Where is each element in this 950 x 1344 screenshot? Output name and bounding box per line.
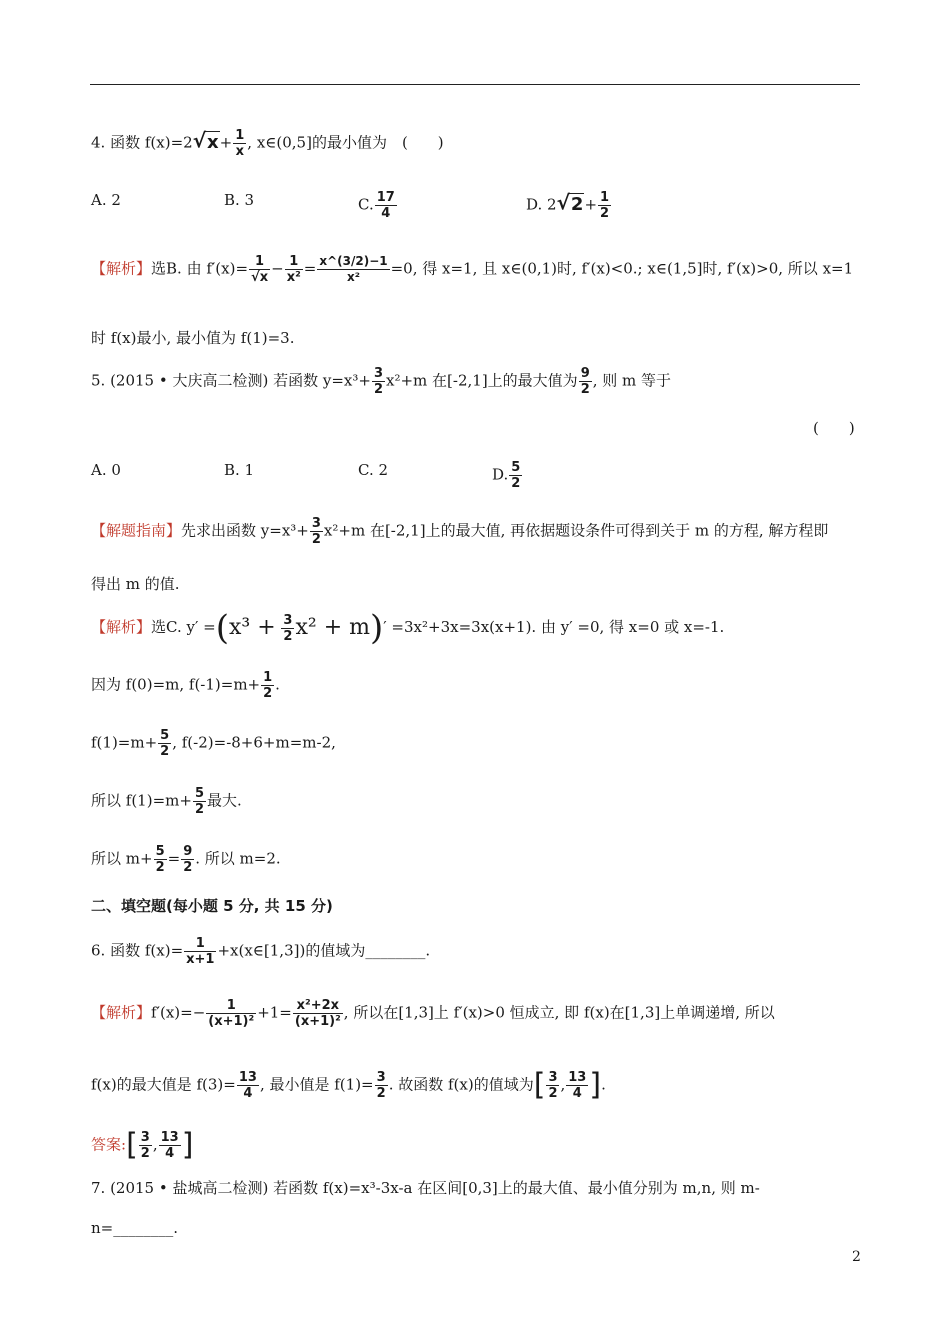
q5-option-d: D. $\frac{5}{2}$ (492, 460, 521, 491)
q6-answer: 答案:[ $\frac{3}{2}$ , $\frac{13}{4}$ ] (91, 1127, 194, 1163)
q5-line-result: 所以 m+ $\frac{5}{2}$ = $\frac{9}{2}$ . 所以 m=2. (91, 844, 281, 875)
q7-stem: 7. (2015 • 盐城高二检测) 若函数 f(x)=x³-3x-a 在区间[0,3]上的最大值、最小值分别为 m,n, 则 m- (91, 1179, 760, 1197)
q5-solution: 【解析】选C. y′ =(x³ + $\frac{3}{2}$ x² + m)′ =3x²+3x=3x(x+1). 由 y′ =0, 得 x=0 或 x=-1. (91, 608, 725, 648)
section-heading: 二、填空题(每小题 5 分, 共 15 分) (91, 897, 333, 915)
q4-stem: 4. 函数 f(x)=2√x+ $\frac{1}{x}$ , x∈(0,5]的最小值为 ( ) (91, 128, 444, 159)
q7-stem-line2: n=________. (91, 1219, 178, 1237)
q5-option-c: C. 2 (358, 461, 389, 479)
q4-option-b: B. 3 (224, 191, 255, 209)
q4-solution-line2: 时 f(x)最小, 最小值为 f(1)=3. (91, 329, 295, 347)
sqrt-sign-icon: √ (192, 128, 207, 153)
q5-guide: 【解题指南】先求出函数 y=x³+ $\frac{3}{2}$ x²+m 在[-2,1]上的最大值, 再依据题设条件可得到关于 m 的方程, 解方程即 (91, 516, 829, 547)
q4-option-d: D. 2√2+ $\frac{1}{2}$ (526, 190, 610, 221)
q4-option-a: A. 2 (91, 191, 121, 209)
q5-line-f0: 因为 f(0)=m, f(-1)=m+ $\frac{1}{2}$ . (91, 670, 280, 701)
q4-solution: 【解析】选B. 由 f′(x)= $\frac{1}{√x}$ − $\frac{1}{\text{x²}}$ = $\frac{x\^{}(3/2)-1}{\text{x²}}$ =0, 得 x=1, 且 x∈(0,1)时, f′(x)<0.; x∈(1,5]时, f′(x)>0, 所以 x=1 (91, 254, 854, 285)
q6-stem: 6. 函数 f(x)= $\frac{1}{x+1}$ +x(x∈[1,3])的值域为________. (91, 936, 431, 967)
q5-line-max: 所以 f(1)=m+ $\frac{5}{2}$ 最大. (91, 786, 242, 817)
page-number: 2 (852, 1249, 861, 1265)
q5-guide-line2: 得出 m 的值. (91, 575, 180, 593)
header-rule (90, 84, 860, 85)
q5-answer-paren: ( ) (813, 419, 855, 437)
q5-stem: 5. (2015 • 大庆高二检测) 若函数 y=x³+ $\frac{3}{2}$ x²+m 在[-2,1]上的最大值为 $\frac{9}{2}$ , 则 m 等于 (91, 366, 672, 397)
q6-solution-line2: f(x)的最大值是 f(3)= $\frac{13}{4}$ , 最小值是 f(1)= $\frac{3}{2}$ . 故函数 f(x)的值域为[ $\frac{3}{2}$ , $\frac{13}{4}$ ]. (91, 1067, 606, 1103)
q5-option-b: B. 1 (224, 461, 255, 479)
q4-option-c: C. $\frac{17}{4}$ (358, 190, 395, 221)
q6-solution: 【解析】f′(x)=− $\frac{1}{\text{(x+1)²}}$ +1= $\frac{\text{x²+2x}}{\text{(x+1)²}}$ , 所以在[1,3]上 f′(x)>0 恒成立, 即 f(x)在[1,3]上单调递增, 所以 (91, 998, 775, 1029)
q5-option-a: A. 0 (91, 461, 121, 479)
q5-line-f1: f(1)=m+ $\frac{5}{2}$ , f(-2)=-8+6+m=m-2, (91, 728, 336, 759)
